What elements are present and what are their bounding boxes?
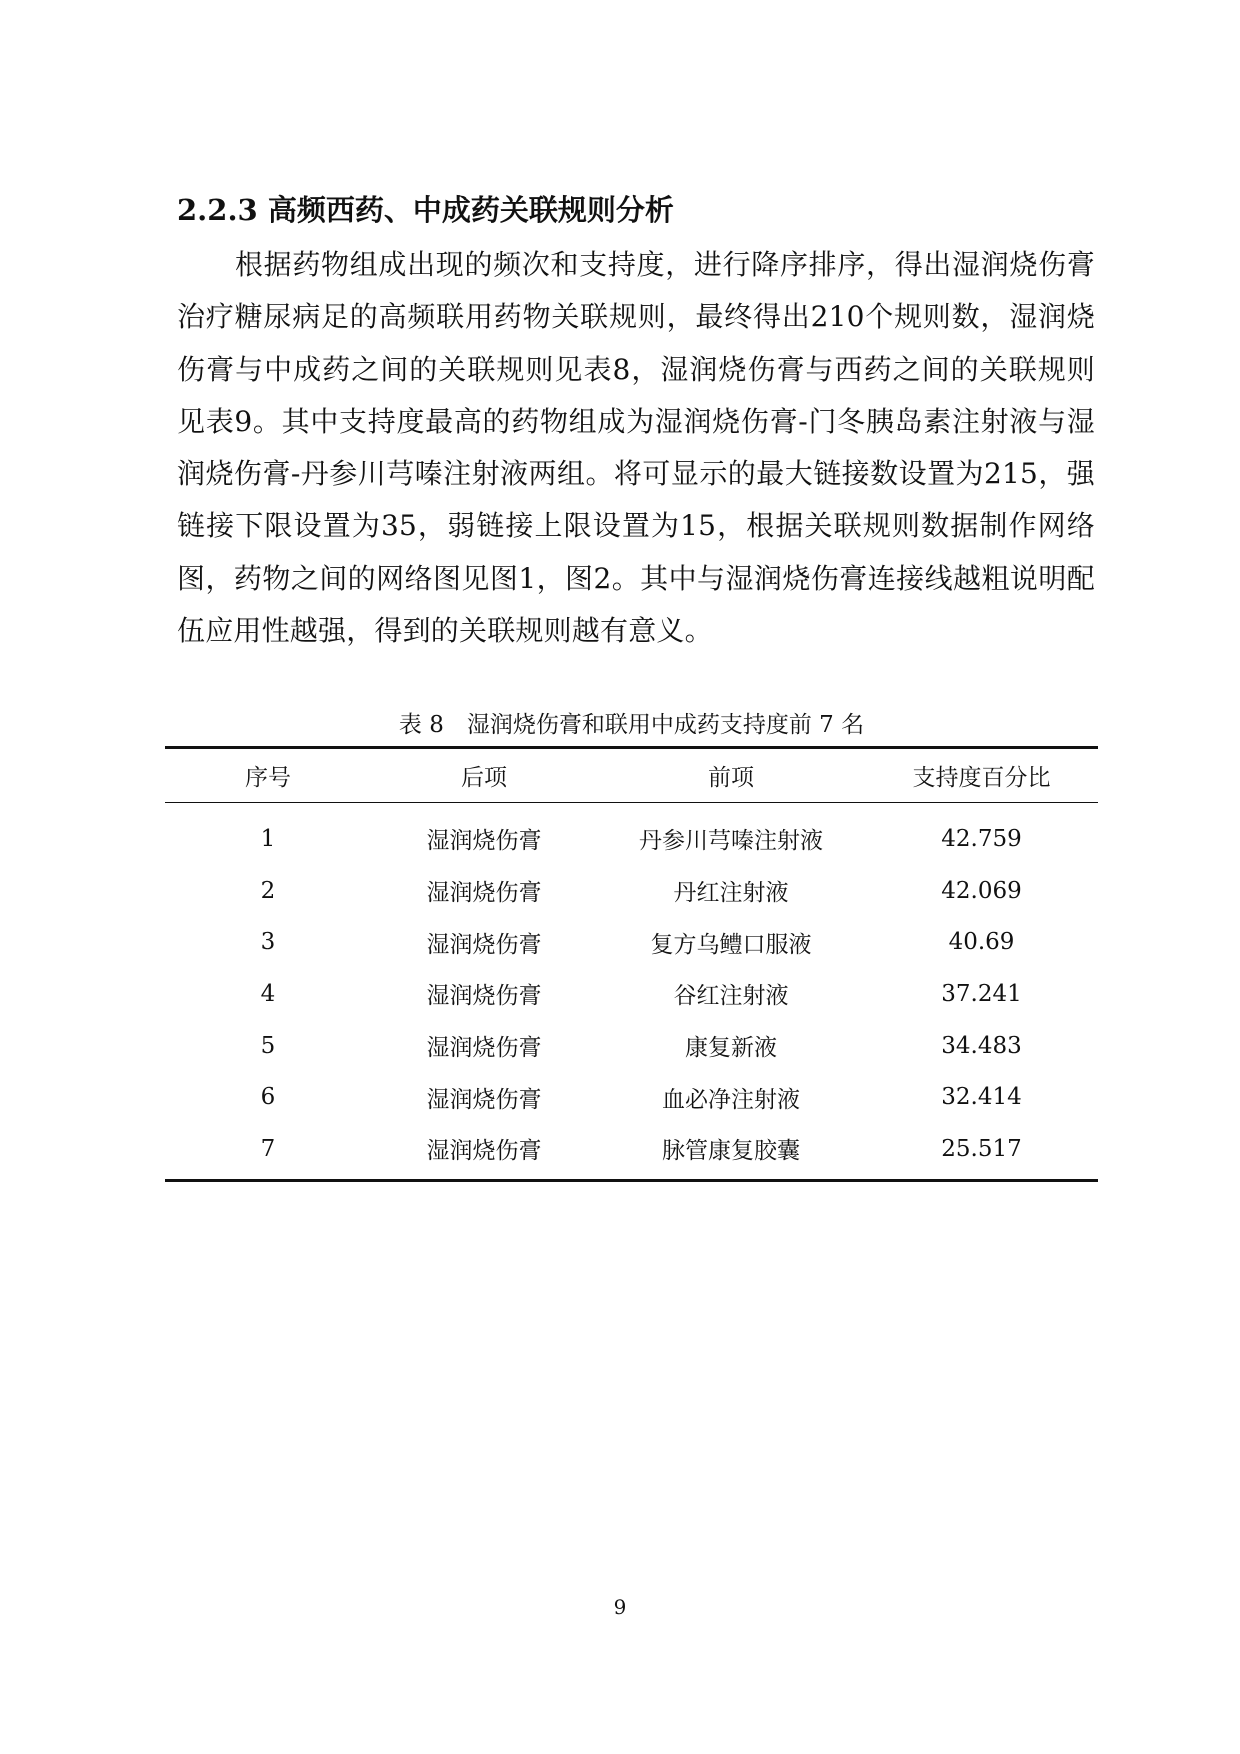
cell-support: 34.483 [941,1032,1022,1059]
cell-support: 25.517 [941,1135,1022,1162]
cell-index: 1 [260,825,276,852]
table-header-row [165,748,1098,803]
support-table [165,746,1098,1182]
cell-support: 32.414 [941,1084,1022,1111]
cell-antecedent: 谷红注射液 [673,983,789,1010]
cell-consequent: 湿润烧伤膏 [426,983,542,1010]
section-heading: 2.2.3 高频西药、中成药关联规则分析 [177,193,674,227]
page-number: 9 [613,1595,627,1619]
header-antecedent: 前项 [708,765,754,791]
cell-consequent: 湿润烧伤膏 [426,828,542,855]
table-row [165,865,1098,917]
cell-index: 5 [260,1032,276,1059]
cell-consequent: 湿润烧伤膏 [426,931,542,958]
table-row [165,1123,1098,1180]
cell-antecedent: 脉管康复胶囊 [662,1138,800,1165]
cell-index: 6 [260,1084,276,1111]
header-index: 序号 [245,765,291,791]
cell-antecedent: 血必净注射液 [662,1086,800,1113]
cell-index: 4 [260,980,276,1007]
cell-support: 42.759 [941,825,1022,852]
cell-support: 42.069 [941,877,1022,904]
table-row [165,1020,1098,1072]
cell-antecedent: 复方乌鳢口服液 [650,931,812,958]
cell-antecedent: 丹参川芎嗪注射液 [639,828,823,855]
cell-support: 37.241 [941,980,1022,1007]
cell-antecedent: 康复新液 [685,1035,777,1062]
cell-index: 7 [260,1135,276,1162]
table-caption: 表 8 湿润烧伤膏和联用中成药支持度前 7 名 [398,712,865,738]
cell-consequent: 湿润烧伤膏 [426,1086,542,1113]
table-row [165,1071,1098,1123]
body-paragraph: 根据药物组成出现的频次和支持度，进行降序排序，得出湿润烧伤膏治疗糖尿病足的高频联用药物关联规则，最终得出210个规则数，湿润烧伤膏与中成药之间的关联规则见表8，湿润烧伤膏与西药之间的关联规则见表9。其中支持度最高的药物组成为湿润烧伤膏-门冬胰岛素注射液与湿润烧伤膏-丹参川芎嗪注射液两组。将可显示的最大链接数设置为215，强链接下限设置为35，弱链接上限设置为15，根据关联规则数据制作网络图，药物之间的网络图见图1，图2。其中与湿润烧伤膏连接线越粗说明配伍应用性越强，得到的关联规则越有意义。 [177,248,1095,648]
table-row [165,916,1098,968]
table-row [165,803,1098,865]
cell-support: 40.69 [948,929,1015,956]
header-consequent: 后项 [461,765,507,791]
cell-antecedent: 丹红注射液 [673,880,789,907]
table-row [165,968,1098,1020]
cell-index: 2 [260,877,276,904]
cell-consequent: 湿润烧伤膏 [426,1035,542,1062]
cell-index: 3 [260,929,276,956]
cell-consequent: 湿润烧伤膏 [426,880,542,907]
cell-consequent: 湿润烧伤膏 [426,1138,542,1165]
header-support: 支持度百分比 [912,765,1051,791]
